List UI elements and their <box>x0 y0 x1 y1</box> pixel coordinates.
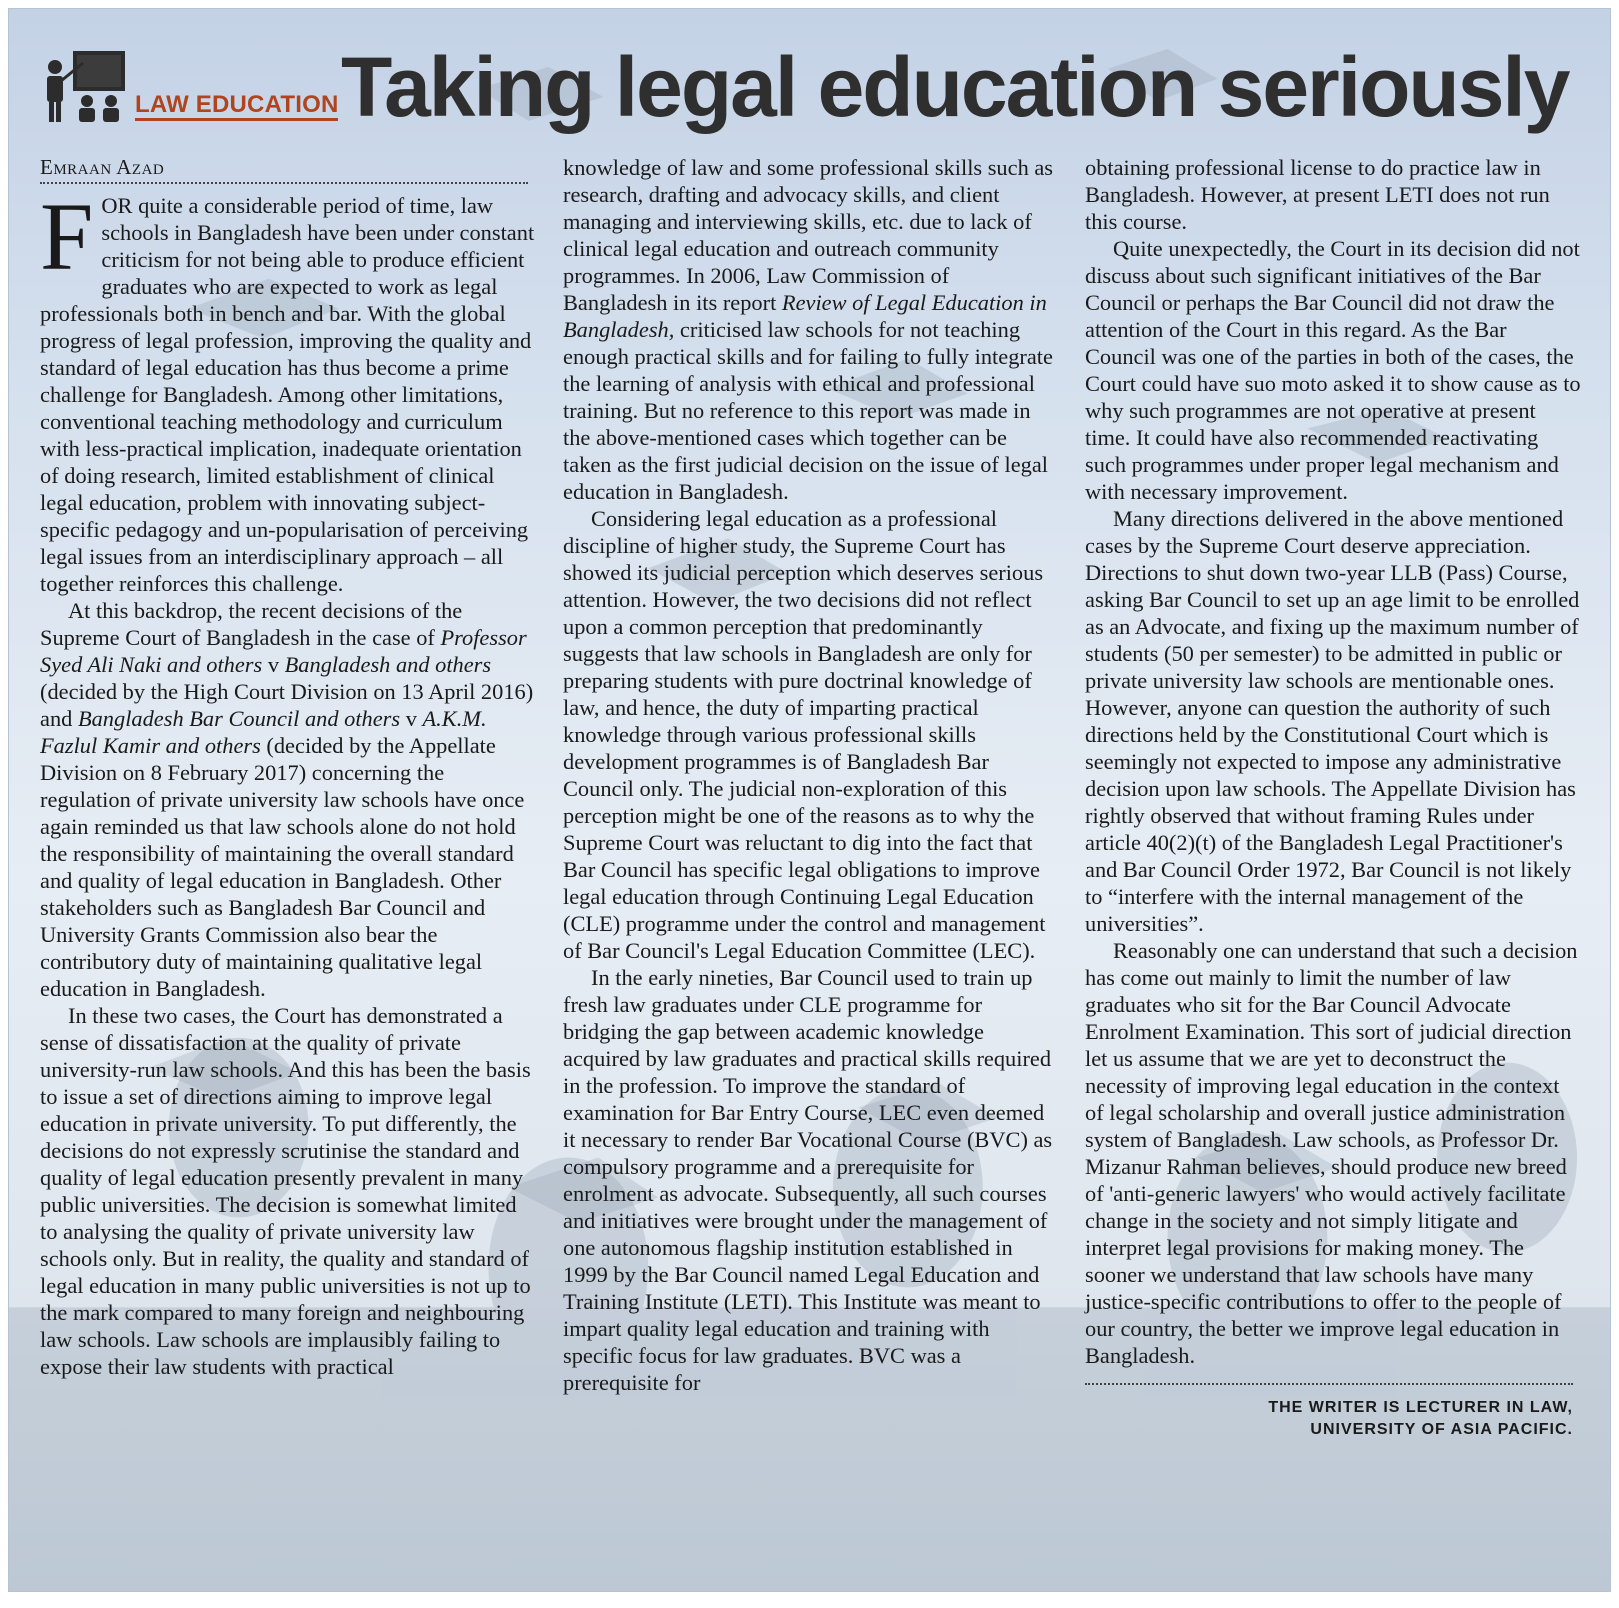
column-3 <box>1085 154 1581 1441</box>
case-name: Professor Syed Ali Naki and others <box>40 625 527 677</box>
case-name: A.K.M. Fazlul Kamir and others <box>40 706 487 758</box>
case-name: Bangladesh and others <box>284 652 492 677</box>
paragraph: Many directions delivered in the above mentioned cases by the Supreme Court deserve appreciation. Directions to shut down two-year LLB (Pass) Course, asking Bar Council to set up an age limit to be enrolled as an Advocate, and fixing up the maximum number of students (50 per semester) to be admitted in public or private university law schools are mentionable ones. However, anyone can question the authority of such directions held by the Constitutional Court which is seemingly not expected to impose any administrative decision upon law schools. The Appellate Division has rightly observed that without framing Rules under article 40(2)(t) of the Bangladesh Legal Practitioner's and Bar Council Order 1972, Bar Council is not likely to “interfere with the internal management of the universities”. <box>1085 506 1580 936</box>
byline: Emraan Azad <box>40 154 528 184</box>
paragraph: Reasonably one can understand that such a decision has come out mainly to limit the number of law graduates who sit for the Bar Council Advocate Enrolment Examination. This sort of judicial direction let us assume that we are yet to deconstruct the necessity of improving legal education in the context of legal scholarship and overall justice administration system of Bangladesh. Law schools, as Professor Dr. Mizanur Rahman believes, should produce new breed of 'anti-generic lawyers' who would actively facilitate change in the society and not simply litigate and interpret legal provisions for making money. The sooner we understand that law schools have many justice-specific contributions to offer to the people of our country, the better we improve legal education in Bangladesh. <box>1085 938 1578 1368</box>
section-tag: LAW EDUCATION <box>135 93 338 121</box>
report-title: Review of Legal Education in Bangladesh, <box>563 290 1047 342</box>
paragraph: Quite unexpectedly, the Court in its decision did not discuss about such significant initiatives of the Bar Council or perhaps the Bar Council did not draw the attention of the Court in this regard. As the Bar Council was one of the parties in both of the cases, the Court could have suo moto asked it to show cause as to why such programmes are not operative at present time. It could have also recommended reactivating such programmes under proper legal mechanism and with necessary improvement. <box>1085 236 1581 504</box>
article-header <box>35 31 1595 143</box>
divider <box>1085 1383 1573 1385</box>
author-credit: THE WRITER IS LECTURER IN LAW, UNIVERSITY OF ASIA PACIFIC. <box>1268 1399 1573 1438</box>
paragraph: In these two cases, the Court has demonstrated a sense of dissatisfaction at the quality of private university-run law schools. And this has been the basis to issue a set of directions aiming to improve legal education in private university. To put differently, the decisions do not expressly scrutinise the standard and quality of legal education presently prevalent in many public universities. The decision is somewhat limited to analysing the quality of private university law schools only. But in reality, the quality and standard of legal education in many public universities is not up to the mark compared to many foreign and neighbouring law schools. Law schools are implausibly failing to expose their law students with practical <box>40 1003 531 1379</box>
newspaper-clipping <box>8 8 1611 1592</box>
paragraph: At this backdrop, the recent decisions of the Supreme Court of Bangladesh in the case of Professor Syed Ali Naki and others v Bangladesh and others (decided by the High Court Division on 13 April 2016) and Bangladesh Bar Council and others v A.K.M. Fazlul Kamir and others (decided by the Appellate Division on 8 February 2017) concerning the regulation of private university law schools have once again reminded us that law schools alone do not hold the responsibility of maintaining the overall standard and quality of legal education in Bangladesh. Other stakeholders such as Bangladesh Bar Council and University Grants Commission also bear the contributory duty of maintaining qualitative legal education in Bangladesh. <box>40 598 534 1001</box>
column-1 <box>40 154 536 1380</box>
drop-cap: F <box>40 183 94 290</box>
paragraph: In the early nineties, Bar Council used to train up fresh law graduates under CLE programme for bridging the gap between academic knowledge acquired by law graduates and practical skills required in the profession. To improve the standard of examination for Bar Entry Course, LEC even deemed it necessary to render Bar Vocational Course (BVC) as compulsory programme and a prerequisite for enrolment as advocate. Subsequently, all such courses and initiatives were brought under the management of one autonomous flagship institution established in 1999 by the Bar Council named Legal Education and Training Institute (LETI). This Institute was meant to impart quality legal education and training with specific focus for law graduates. BVC was a prerequisite for <box>563 965 1053 1395</box>
lecturer-classroom-icon <box>39 49 131 125</box>
column-2 <box>563 154 1059 1396</box>
paragraph: obtaining professional license to do practice law in Bangladesh. However, at present LETI does not run this course. <box>1085 155 1550 234</box>
paragraph: FOR quite a considerable period of time, law schools in Bangladesh have been under constant criticism for not being able to produce efficient graduates who are expected to work as legal professionals both in bench and bar. With the global progress of legal profession, improving the quality and standard of legal education has thus become a prime challenge for Bangladesh. Among other limitations, conventional teaching methodology and curriculum with less-practical implication, inadequate orientation of doing research, limited establishment of clinical legal education, problem with innovating subject-specific pedagogy and un-popularisation of perceiving legal issues from an interdisciplinary approach – all together reinforces this challenge. <box>40 183 535 596</box>
case-name: Bangladesh Bar Council and others <box>77 706 401 731</box>
paragraph: knowledge of law and some professional skills such as research, drafting and advocacy skills, and client managing and interviewing skills, etc. due to lack of clinical legal education and outreach community programmes. In 2006, Law Commission of Bangladesh in its report Review of Legal Education in Bangladesh, criticised law schools for not teaching enough practical skills and for failing to fully integrate the learning of analysis with ethical and professional training. But no reference to this report was made in the above-mentioned cases which together can be taken as the first judicial decision on the issue of legal education in Bangladesh. <box>563 155 1054 504</box>
paragraph: Considering legal education as a professional discipline of higher study, the Supreme Court has showed its judicial perception which deserves serious attention. However, the two decisions did not reflect upon a common perception that predominantly suggests that law schools in Bangladesh are only for preparing students with pure doctrinal knowledge of law, and hence, the duty of imparting practical knowledge through various professional skills development programmes is of Bangladesh Bar Council only. The judicial non-exploration of this perception might be one of the reasons as to why the Supreme Court was reluctant to dig into the fact that Bar Council has specific legal obligations to improve legal education through Continuing Legal Education (CLE) programme under the control and management of Bar Council's Legal Education Committee (LEC). <box>563 506 1046 963</box>
article-title: Taking legal education seriously <box>341 40 1569 134</box>
